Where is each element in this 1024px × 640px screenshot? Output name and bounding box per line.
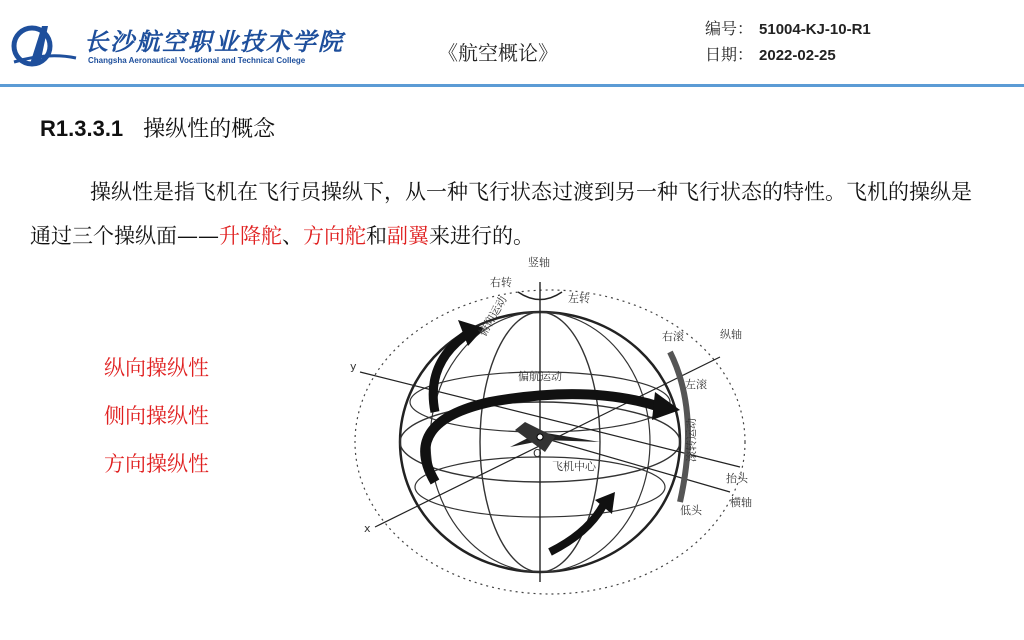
document-meta bbox=[705, 16, 871, 68]
label-lateral-axis: 横轴 bbox=[730, 496, 752, 509]
school-name-cn: 长沙航空职业技术学院 bbox=[84, 27, 344, 56]
page-header bbox=[0, 0, 1024, 86]
course-title: 《航空概论》 bbox=[438, 41, 558, 65]
label-turn-right: 右转 bbox=[490, 276, 512, 289]
section-number: R1.3.3.1 bbox=[40, 116, 124, 141]
label-roll-right: 右滚 bbox=[662, 330, 684, 343]
label-aircraft-center: 飞机中心 bbox=[552, 460, 596, 473]
controllability-list bbox=[104, 344, 209, 488]
label-y-axis: y bbox=[350, 360, 357, 373]
definition-paragraph bbox=[30, 170, 990, 258]
code-row bbox=[705, 16, 871, 42]
date-row bbox=[705, 42, 871, 68]
label-nose-down: 低头 bbox=[680, 504, 702, 517]
list-item: 方向操纵性 bbox=[104, 452, 209, 476]
header-divider bbox=[0, 84, 1024, 87]
label-pitch-motion: 俯仰运动 bbox=[476, 293, 510, 339]
label-nose-up: 抬头 bbox=[726, 472, 748, 485]
college-logo-icon bbox=[8, 22, 78, 68]
label-longitudinal-axis: 纵轴 bbox=[720, 328, 742, 341]
label-vertical-axis: 竖轴 bbox=[528, 256, 550, 269]
pitch-motion-arrow bbox=[433, 332, 470, 412]
para-sep-1: 、 bbox=[282, 224, 303, 248]
aircraft-axes-diagram bbox=[340, 252, 760, 600]
school-name-en: Changsha Aeronautical Vocational and Technical College bbox=[88, 56, 306, 65]
section-heading bbox=[40, 112, 275, 143]
term-aileron: 副翼 bbox=[387, 224, 429, 248]
code-label: 编号： bbox=[705, 19, 754, 38]
date-label: 日期： bbox=[705, 45, 754, 64]
code-value: 51004-KJ-10-R1 bbox=[759, 21, 871, 38]
label-x-axis: x bbox=[364, 522, 371, 535]
section-title: 操纵性的概念 bbox=[143, 117, 276, 142]
para-text-2: 来进行的。 bbox=[429, 224, 534, 248]
aircraft-center-point bbox=[537, 434, 543, 440]
label-origin: O bbox=[533, 447, 542, 460]
list-item: 侧向操纵性 bbox=[104, 404, 209, 428]
label-turn-left: 左转 bbox=[568, 292, 590, 305]
para-text-1: 操纵性是指飞机在飞行员操纵下，从一种飞行状态过渡到另一种飞行状态的特性。飞机的操纵是通过三个操纵面—— bbox=[30, 180, 972, 248]
term-elevator: 升降舵 bbox=[219, 224, 282, 248]
label-yaw-motion: 偏航运动 bbox=[518, 370, 562, 383]
list-item: 纵向操纵性 bbox=[104, 356, 209, 380]
date-value: 2022-02-25 bbox=[759, 47, 836, 64]
label-roll-left: 左滚 bbox=[685, 378, 707, 391]
term-rudder: 方向舵 bbox=[303, 224, 366, 248]
para-sep-2: 和 bbox=[366, 224, 387, 248]
label-roll-motion: 滚转运动 bbox=[685, 418, 698, 462]
